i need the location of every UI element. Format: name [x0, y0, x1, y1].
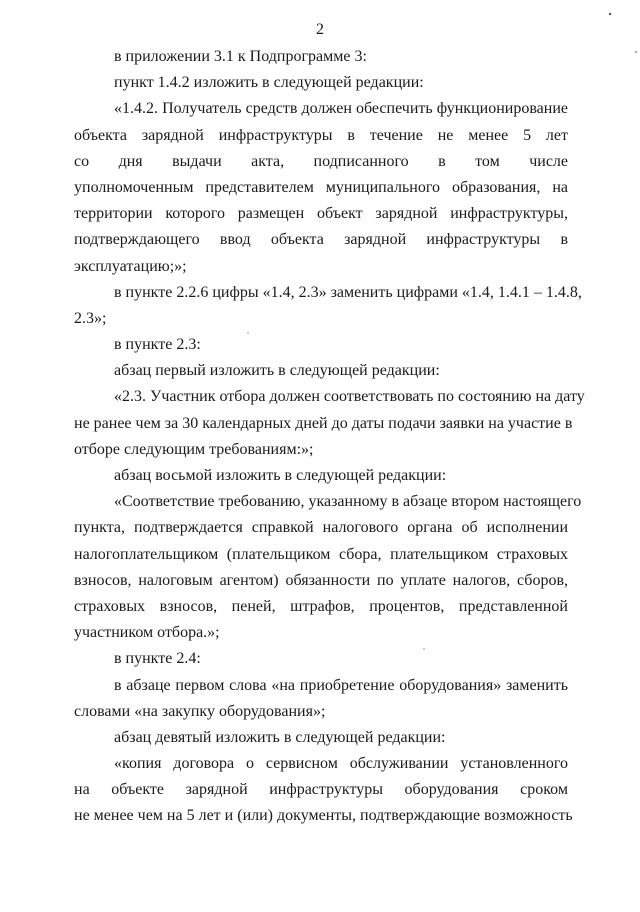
text-line: не ранее чем за 30 календарных дней до даты подачи заявки на участие в — [74, 414, 573, 432]
text-line: взносов, налоговым агентом) обязанности по уплате налогов, сборов, — [74, 571, 568, 589]
text-line: территории которого размещен объект зарядной инфраструктуры, — [74, 205, 568, 223]
text-line: в абзаце первом слова «на приобретение оборудования» заменить — [114, 676, 568, 694]
text-line: отборе следующим требованиям:»; — [74, 440, 314, 458]
text-line: объекта зарядной инфраструктуры в течение не менее 5 лет — [74, 126, 568, 144]
text-line: пункта, подтверждается справкой налогового органа об исполнении — [74, 519, 568, 537]
text-line: налогоплательщиком (плательщиком сбора, плательщиком страховых — [74, 545, 568, 563]
page-number: 2 — [316, 21, 324, 38]
text-line: подтверждающего ввод объекта зарядной инфраструктуры в — [74, 231, 568, 249]
text-line: «2.3. Участник отбора должен соответствовать по состоянию на дату — [114, 388, 585, 406]
text-line: пункт 1.4.2 изложить в следующей редакции: — [114, 74, 424, 92]
text-line: 2.3»; — [74, 309, 107, 327]
text-line: «1.4.2. Получатель средств должен обеспечить функционирование — [114, 100, 568, 118]
text-line: уполномоченным представителем муниципального образования, на — [74, 178, 568, 196]
text-line: в приложении 3.1 к Подпрограмме 3: — [114, 48, 367, 65]
text-line: «копия договора о сервисном обслуживании установленного — [114, 755, 568, 773]
text-line: «Соответствие требованию, указанному в абзаце втором настоящего — [114, 493, 582, 511]
text-line: абзац девятый изложить в следующей редакции: — [114, 728, 446, 746]
document-body — [74, 44, 585, 830]
text-line: в пункте 2.4: — [114, 650, 201, 668]
text-line: абзац первый изложить в следующей редакции: — [114, 362, 440, 380]
text-line: на объекте зарядной инфраструктуры оборудования сроком — [74, 781, 568, 799]
text-line: не менее чем на 5 лет и (или) документы, подтверждающие возможность — [74, 807, 573, 825]
text-line: в пункте 2.3: — [114, 336, 201, 354]
text-line: участником отбора.»; — [74, 624, 220, 642]
text-line: словами «на закупку оборудования»; — [74, 702, 326, 720]
text-line: абзац восьмой изложить в следующей редакции: — [114, 467, 447, 484]
text-line: в пункте 2.2.6 цифры «1.4, 2.3» заменить цифрами «1.4, 1.4.1 – 1.4.8, — [114, 283, 582, 301]
text-line: эксплуатацию;»; — [74, 257, 187, 275]
text-line: со дня выдачи акта, подписанного в том числе — [74, 152, 568, 170]
text-line: страховых взносов, пеней, штрафов, процентов, представленной — [74, 597, 568, 615]
